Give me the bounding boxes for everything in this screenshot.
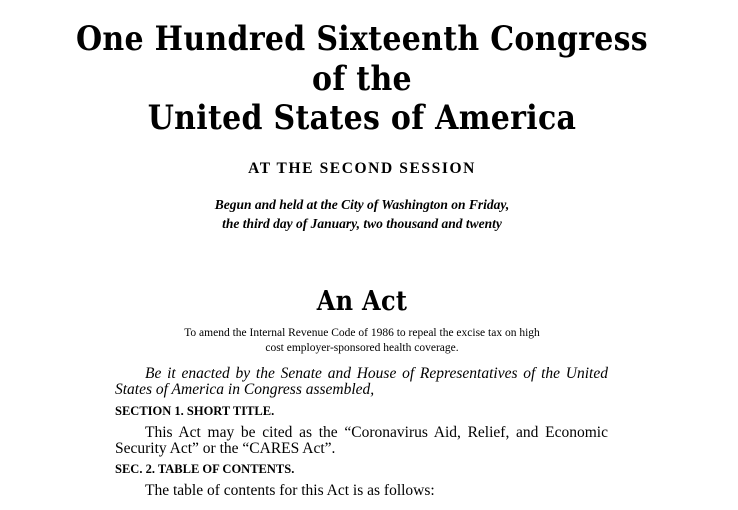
- congress-title-line-2: of the: [312, 60, 412, 100]
- begun-line-1: Begun and held at the City of Washington on Friday,: [214, 197, 510, 212]
- enacting-clause: Be it enacted by the Senate and House of Representatives of the United States of America in Congress assembled,: [115, 365, 608, 398]
- session-heading: AT THE SECOND SESSION: [248, 160, 476, 177]
- act-heading: An Act: [316, 284, 408, 317]
- section-1-heading: SECTION 1. SHORT TITLE.: [115, 404, 275, 418]
- act-purpose-line-1: To amend the Internal Revenue Code of 1986 to repeal the excise tax on high: [184, 327, 540, 339]
- section-2-text: The table of contents for this Act is as follows:: [145, 482, 435, 499]
- begun-line-2: the third day of January, two thousand and twenty: [222, 216, 502, 231]
- act-purpose-line-2: cost employer-sponsored health coverage.: [265, 342, 459, 354]
- section-2-heading: SEC. 2. TABLE OF CONTENTS.: [115, 462, 295, 476]
- section-1-text: This Act may be cited as the “Coronavirus Aid, Relief, and Economic Security Act” or the “CARES Act”.: [115, 424, 608, 457]
- congress-title-line-3: United States of America: [147, 99, 577, 139]
- congress-title-line-1: One Hundred Sixteenth Congress: [76, 20, 648, 60]
